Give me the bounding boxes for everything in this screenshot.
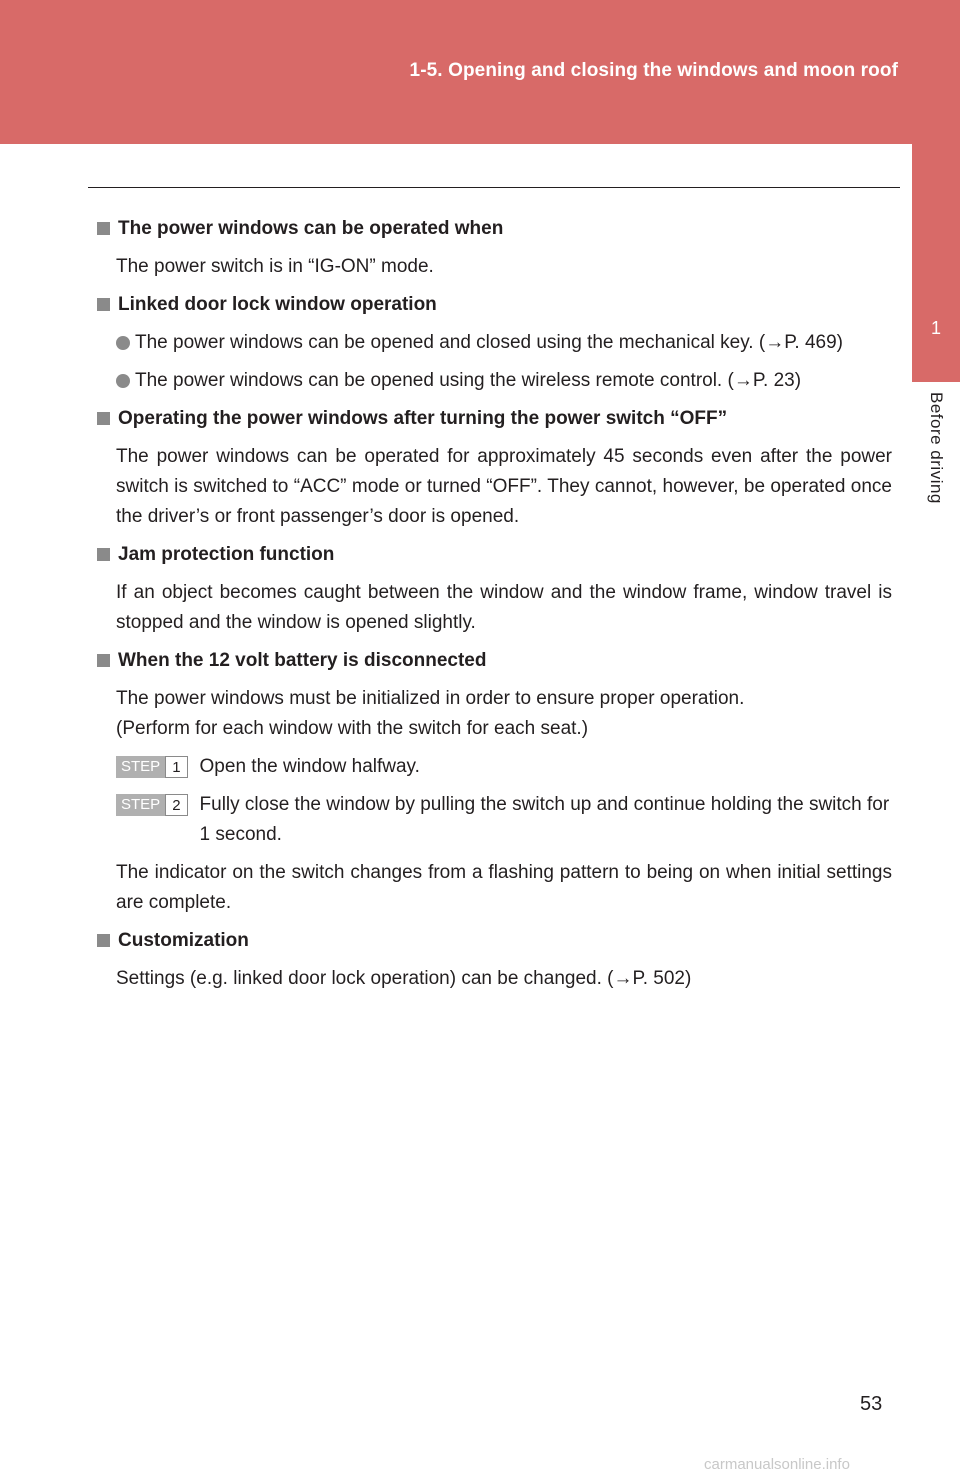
square-bullet-icon <box>97 934 110 947</box>
heading-text: The power windows can be operated when <box>118 218 504 239</box>
heading-text: Operating the power windows after turning the power switch “OFF” <box>118 408 728 429</box>
step-badge <box>116 794 188 816</box>
section-heading <box>96 290 892 320</box>
header-band <box>0 0 960 144</box>
chapter-tab <box>912 144 960 382</box>
chapter-title: Before driving <box>927 392 946 504</box>
heading-text: Customization <box>118 930 249 951</box>
section-heading <box>96 214 892 244</box>
paragraph: (Perform for each window with the switch for each seat.) <box>116 718 589 739</box>
page-content <box>96 214 892 1002</box>
section-heading <box>96 646 892 676</box>
step-badge <box>116 756 188 778</box>
section-heading <box>96 926 892 956</box>
paragraph: The indicator on the switch changes from a flashing pattern to being on when initial settings are complete. <box>116 862 892 913</box>
square-bullet-icon <box>97 548 110 561</box>
square-bullet-icon <box>97 654 110 667</box>
bullet-text: The power windows can be opened using the wireless remote control. (→P. 23) <box>135 370 802 391</box>
square-bullet-icon <box>97 298 110 311</box>
paragraph: The power windows must be initialized in order to ensure proper operation. <box>116 688 745 709</box>
square-bullet-icon <box>97 412 110 425</box>
paragraph: The power switch is in “IG-ON” mode. <box>116 256 434 277</box>
divider <box>88 187 900 188</box>
step-item <box>116 752 892 782</box>
step-item <box>116 790 892 850</box>
paragraph: The power windows can be operated for approximately 45 seconds even after the power switch is switched to “ACC” mode or turned “OFF”. They cannot, however, be operated once the driver’s or front passenger’s door is opened. <box>116 446 892 527</box>
step-label: STEP <box>116 794 165 816</box>
step-number: 1 <box>165 756 187 778</box>
bullet-item <box>116 328 892 358</box>
section-heading <box>96 540 892 570</box>
bullet-text: The power windows can be opened and closed using the mechanical key. (→P. 469) <box>135 332 844 353</box>
step-number: 2 <box>165 794 187 816</box>
watermark: carmanualsonline.info <box>704 1456 850 1473</box>
heading-text: Jam protection function <box>118 544 335 565</box>
round-bullet-icon <box>116 336 130 350</box>
page-number: 53 <box>860 1393 883 1415</box>
heading-text: Linked door lock window operation <box>118 294 437 315</box>
section-heading <box>96 404 892 434</box>
section-title: 1-5. Opening and closing the windows and moon roof <box>409 60 898 81</box>
chapter-number: 1 <box>930 318 941 338</box>
paragraph: Settings (e.g. linked door lock operation) can be changed. (→P. 502) <box>116 968 692 989</box>
square-bullet-icon <box>97 222 110 235</box>
step-text: Open the window halfway. <box>199 756 420 777</box>
round-bullet-icon <box>116 374 130 388</box>
heading-text: When the 12 volt battery is disconnected <box>118 650 487 671</box>
paragraph: If an object becomes caught between the window and the window frame, window travel is stopped and the window is opened slightly. <box>116 582 892 633</box>
step-text: Fully close the window by pulling the switch up and continue holding the switch for 1 second. <box>199 794 890 845</box>
bullet-item <box>116 366 892 396</box>
step-label: STEP <box>116 756 165 778</box>
